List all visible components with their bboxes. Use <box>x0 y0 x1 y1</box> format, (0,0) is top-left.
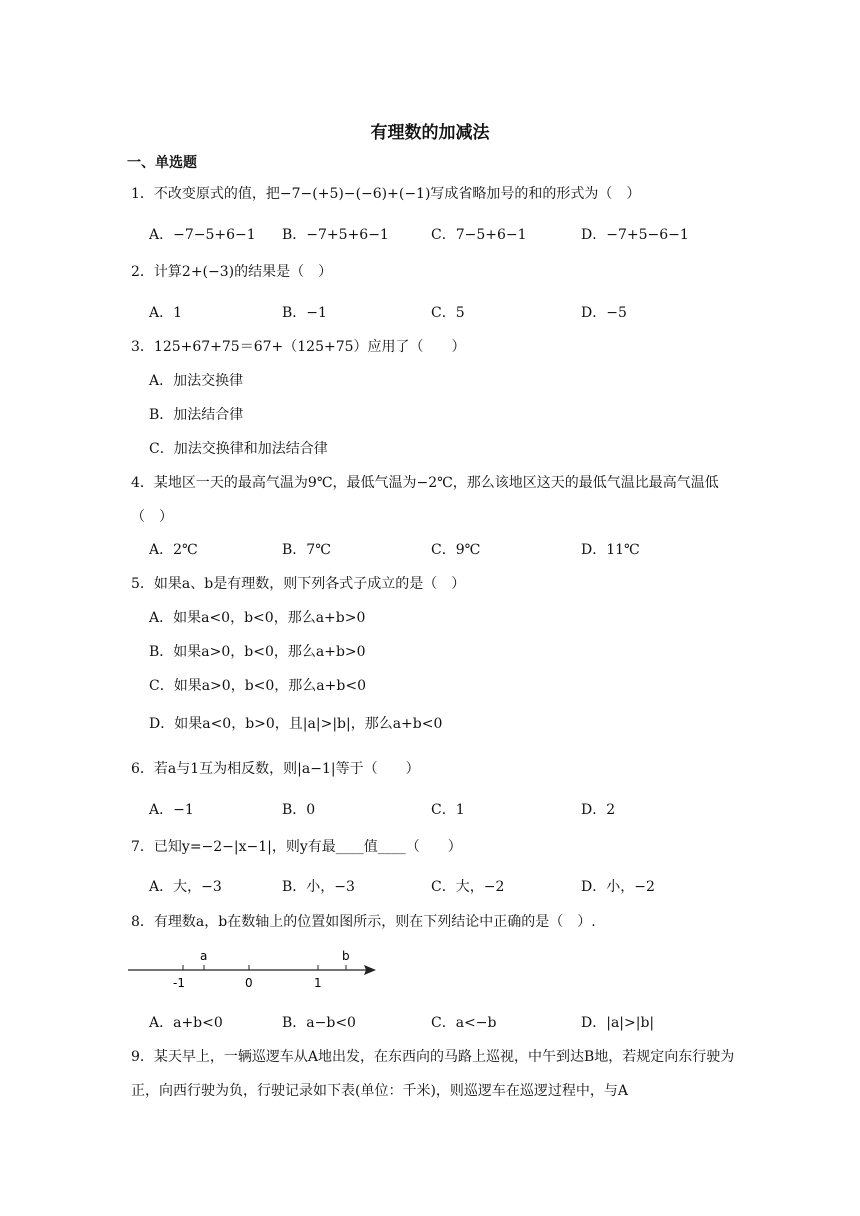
question-2: 2．计算2+(−3)的结果是（ ） <box>131 264 333 280</box>
q3-option-c[interactable]: C．加法交换律和加法结合律 <box>149 441 328 457</box>
q4-option-c[interactable]: C．9℃ <box>431 542 481 558</box>
q5-option-c[interactable]: C．如果a>0，b<0，那么a+b<0 <box>149 678 366 694</box>
q7-option-a[interactable]: A．大，−3 <box>149 879 222 895</box>
q1-option-d[interactable]: D．−7+5−6−1 <box>581 227 689 243</box>
number-line-figure <box>128 945 380 993</box>
page-title: 有理数的加减法 <box>370 123 490 143</box>
q2-option-d[interactable]: D．−5 <box>581 305 627 321</box>
q6-option-a[interactable]: A．−1 <box>149 802 194 818</box>
q7-option-c[interactable]: C．大，−2 <box>431 879 505 895</box>
q8-option-b[interactable]: B．a−b<0 <box>282 1015 356 1031</box>
q4-option-b[interactable]: B．7℃ <box>282 542 331 558</box>
q4-option-d[interactable]: D．11℃ <box>581 542 640 558</box>
q5-option-a[interactable]: A．如果a<0，b<0，那么a+b>0 <box>149 610 366 626</box>
q6-option-c[interactable]: C．1 <box>431 802 465 818</box>
q1-option-b[interactable]: B．−7+5+6−1 <box>282 227 389 243</box>
q2-option-a[interactable]: A．1 <box>149 305 183 321</box>
question-6: 6．若a与1互为相反数，则|a−1|等于（ ） <box>131 761 420 777</box>
question-5: 5．如果a、b是有理数，则下列各式子成立的是（ ） <box>131 576 466 592</box>
question-8: 8．有理数a，b在数轴上的位置如图所示，则在下列结论中正确的是（ ）. <box>131 914 596 930</box>
point-b-label: b <box>342 949 350 963</box>
q6-option-b[interactable]: B．0 <box>282 802 316 818</box>
label-0: 0 <box>245 976 253 990</box>
q2-option-c[interactable]: C．5 <box>431 305 465 321</box>
q8-option-a[interactable]: A．a+b<0 <box>149 1015 223 1031</box>
q4-option-a[interactable]: A．2℃ <box>149 542 198 558</box>
q8-option-c[interactable]: C．a<−b <box>431 1015 497 1031</box>
q3-option-a[interactable]: A．加法交换律 <box>149 373 244 389</box>
point-a-label: a <box>200 949 208 963</box>
q8-option-d[interactable]: D．|a|>|b| <box>581 1015 655 1031</box>
label-minus-1: -1 <box>173 976 185 990</box>
question-3: 3．125+67+75＝67+（125+75）应用了（ ） <box>131 339 466 355</box>
section-heading: 一、单选题 <box>127 155 197 171</box>
question-9: 9．某天早上，一辆巡逻车从A地出发，在东西向的马路上巡视，中午到达B地，若规定向东行驶为正，向西行驶为负，行驶记录如下表(单位：千米)，则巡逻车在巡逻过程中，与A <box>131 1049 735 1099</box>
q1-option-a[interactable]: A．−7−5+6−1 <box>149 227 256 243</box>
q7-option-d[interactable]: D．小，−2 <box>581 879 655 895</box>
q1-option-c[interactable]: C．7−5+6−1 <box>431 227 527 243</box>
q2-option-b[interactable]: B．−1 <box>282 305 327 321</box>
question-4: 4．某地区一天的最高气温为9℃，最低气温为−2℃，那么该地区这天的最低气温比最高气温低（ ） <box>131 475 719 525</box>
q7-option-b[interactable]: B．小，−3 <box>282 879 355 895</box>
q5-option-d[interactable]: D．如果a<0，b>0，且|a|>|b|，那么a+b<0 <box>149 716 443 732</box>
q5-option-b[interactable]: B．如果a>0，b<0，那么a+b>0 <box>149 644 366 660</box>
question-7: 7．已知y=−2−|x−1|，则y有最____值____（ ） <box>131 839 462 855</box>
question-1: 1．不改变原式的值，把−7−(+5)−(−6)+(−1)写成省略加号的和的形式为（ ） <box>131 186 641 202</box>
label-1: 1 <box>314 976 322 990</box>
q6-option-d[interactable]: D．2 <box>581 802 616 818</box>
q3-option-b[interactable]: B．加法结合律 <box>149 407 244 423</box>
